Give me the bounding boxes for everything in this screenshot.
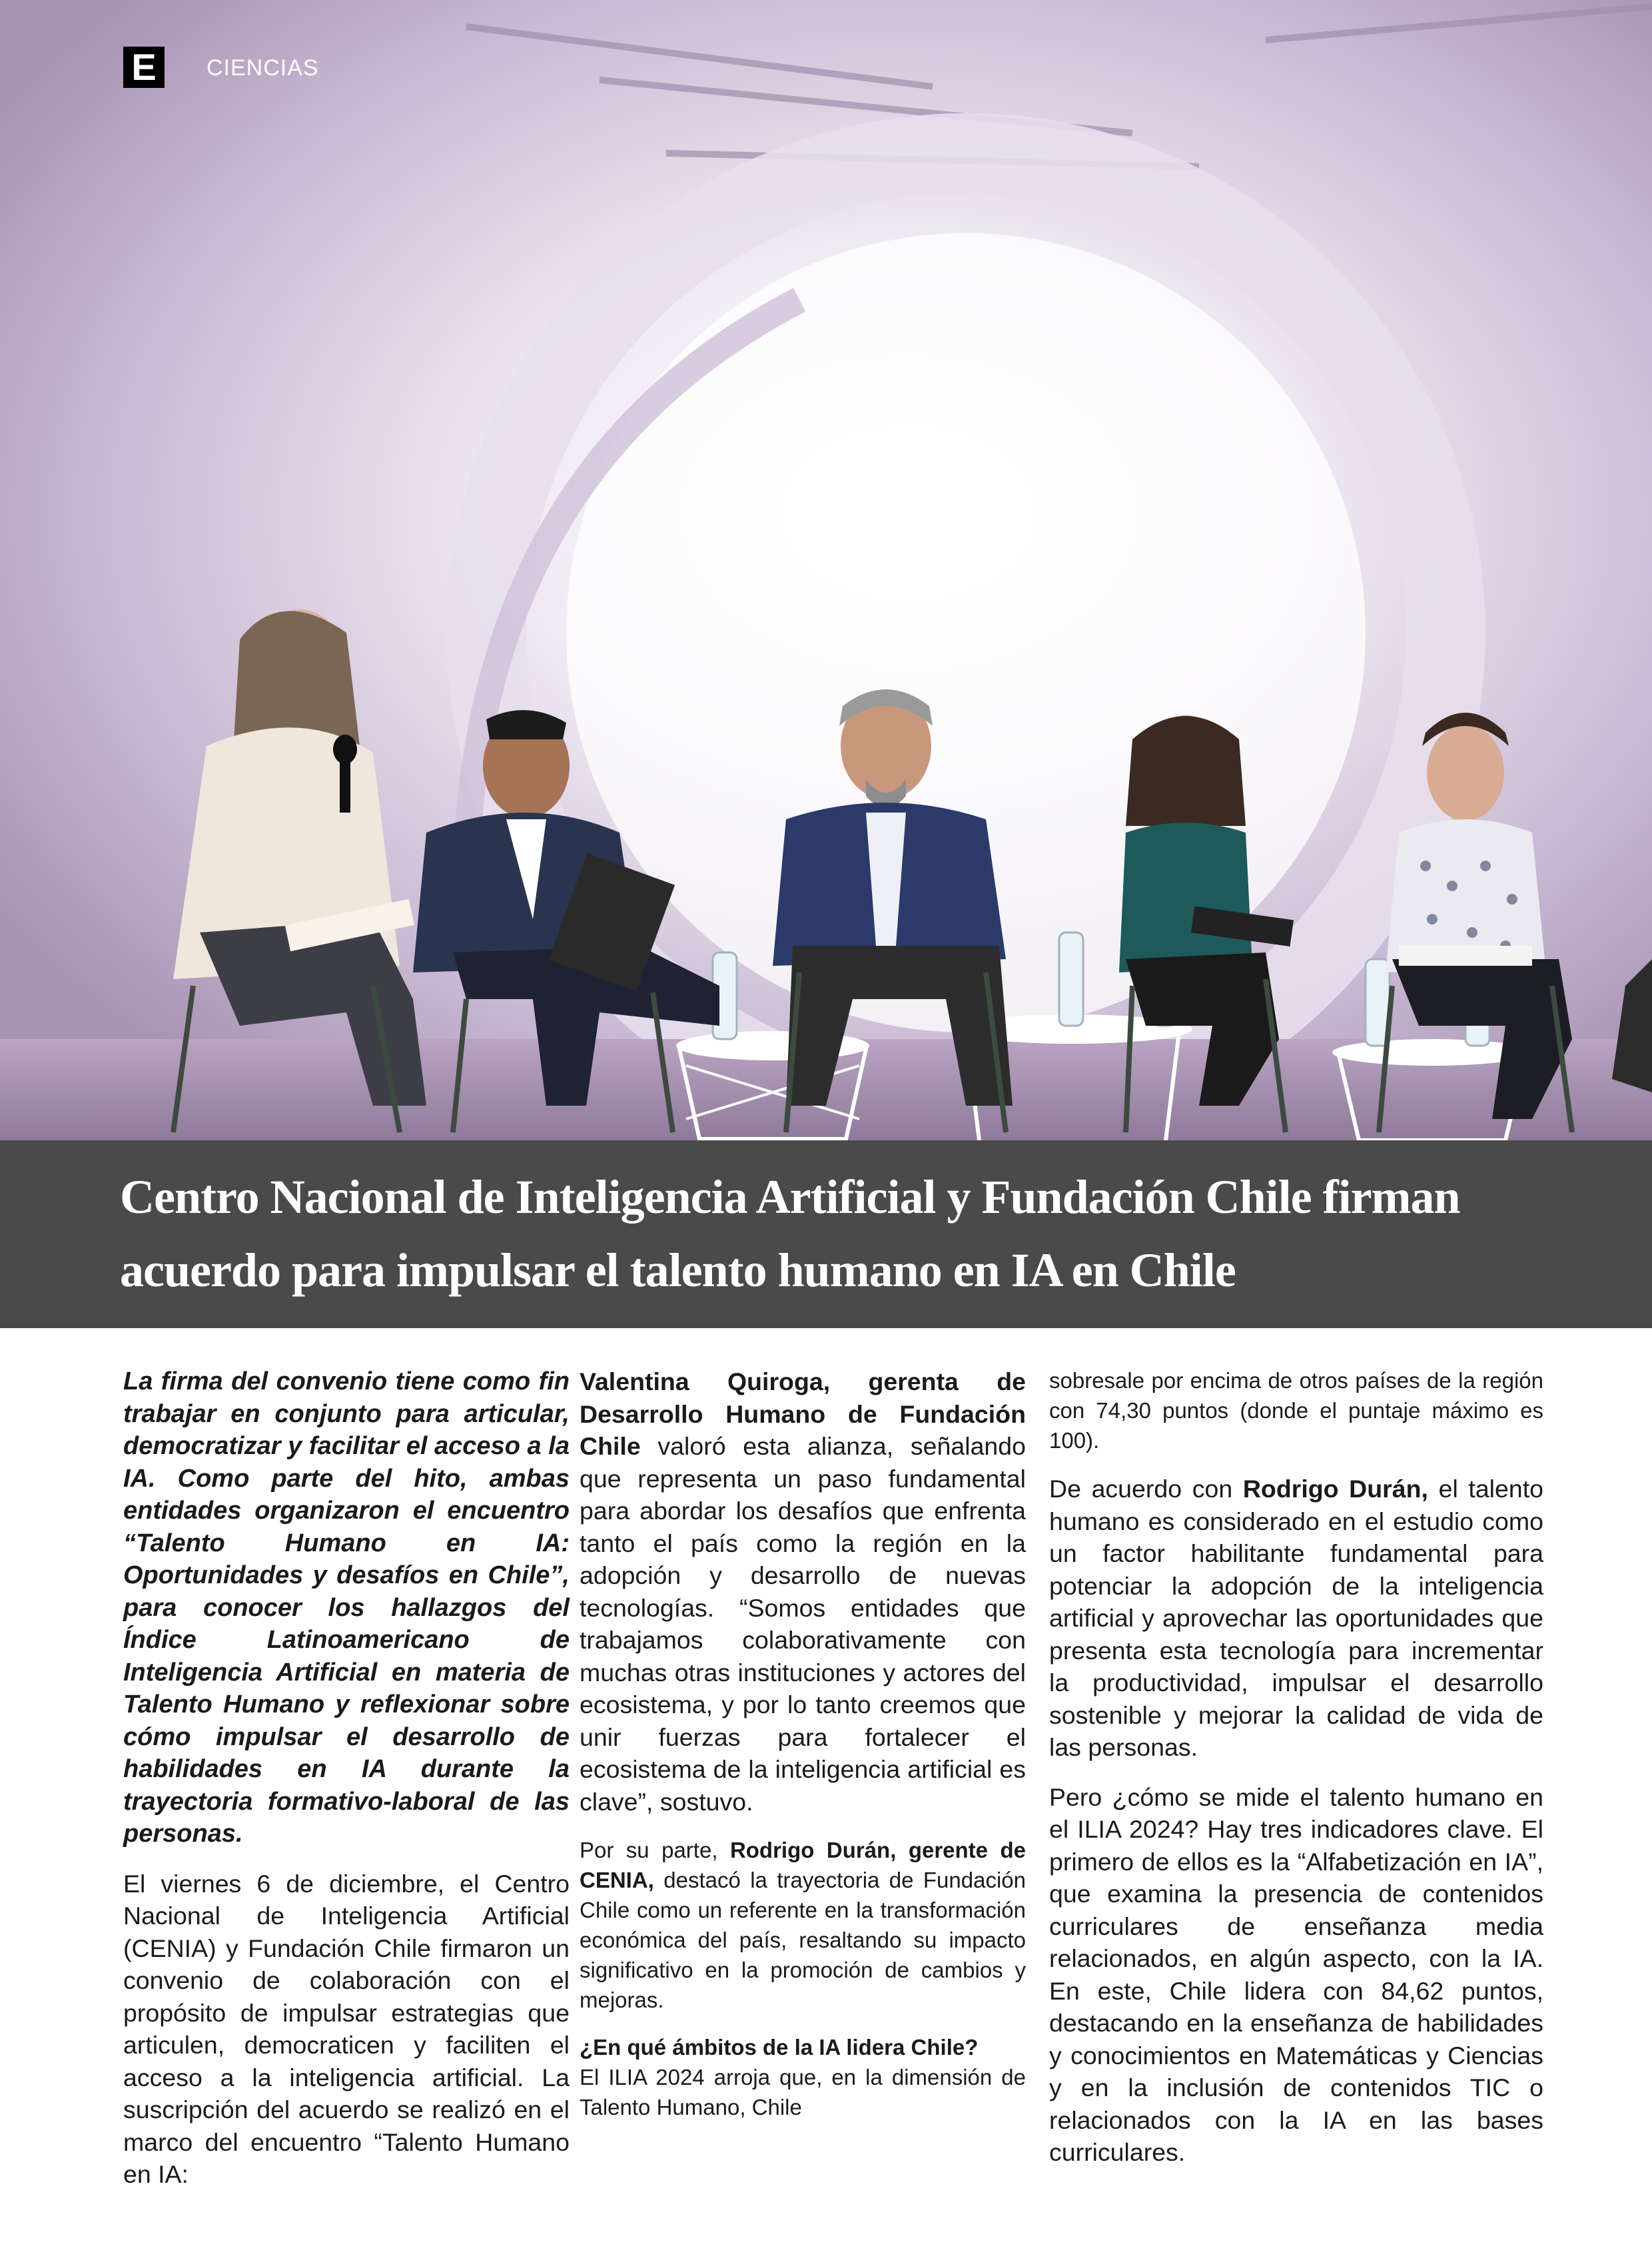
quote-attribution-duran: Rodrigo Durán, gerente de CENIA, <box>580 1838 1026 1892</box>
paragraph-3 <box>580 1835 1026 2015</box>
paragraph-6-intro: De acuerdo con <box>1049 1475 1243 1503</box>
paragraph-2-text: valoró esta alianza, señalando que representa un paso fundamental para abordar los desafíos que enfrenta tanto el país como la región en la adopción y desarrollo de nuevas tecnologías. “Somos entidades que trabajamos colaborativamente con muchas otras instituciones y actores del ecosistema, y por lo tanto creemos que unir fuerzas para fortalecer el ecosistema de la inteligencia artificial es clave”, sostuvo. <box>580 1432 1026 1816</box>
paragraph-2 <box>580 1365 1026 1818</box>
microphone-icon <box>333 735 357 764</box>
paragraph-1: El viernes 6 de diciembre, el Centro Nacional de Inteligencia Artificial (CENIA) y Fundación Chile firmaron un convenio de colaboración con el propósito de impulsar estrategias que articulen, democraticen y faciliten el acceso a la inteligencia artificial. La suscripción del acuerdo se realizó en el marco del encuentro “Talento Humano en IA: <box>123 1869 570 2188</box>
paragraph-7: Pero ¿cómo se mide el talento humano en el ILIA 2024? Hay tres indicadores clave. El primero de ellos es la “Alfabetización en IA”, que examina la presencia de contenidos curriculares de enseñanza media relacionados, en algún aspecto, con la IA. En este, Chile lidera con 84,62 puntos, destacando en la enseñanza de habilidades y conocimientos en Matemáticas y Ciencias y en la inclusión de contenidos TIC o relacionados con la IA en las bases curriculares. <box>1049 1782 1543 2166</box>
quote-attribution-quiroga: Valentina Quiroga, gerenta de Desarrollo Humano de Fundación Chile <box>580 1367 1026 1460</box>
section-label: CIENCIAS <box>206 55 319 81</box>
paragraph-5: sobresale por encima de otros países de la región con 74,30 puntos (donde el puntaje máximo es 100). <box>1049 1368 1543 1453</box>
column-2 <box>580 1365 1026 2139</box>
paragraph-6 <box>1049 1473 1543 1764</box>
paragraph-6-text: el talento humano es considerado en el estudio como un factor habilitante fundamental para potenciar la adopción de la inteligencia artificial y aprovechar las oportunidades que presenta esta tecnología para incrementar la productividad, impulsar el desarrollo sostenible y mejorar la calidad de vida de las personas. <box>1049 1475 1544 1761</box>
magazine-badge: E <box>123 47 165 88</box>
article-lead: La firma del convenio tiene como fin trabajar en conjunto para articular, democratizar y facilitar el acceso a la IA. Como parte del hito, ambas entidades organizaron el encuentro “Talento Humano en IA: Oportunidades y desafíos en Chile”, para conocer los hallazgos del Índice Latinoamericano de Inteligencia Artificial en materia de Talento Humano y reflexionar sobre cómo impulsar el desarrollo de habilidades en IA durante la trayectoria formativo-laboral de las personas. <box>123 1367 570 1848</box>
paragraph-3-text: destacó la trayectoria de Fundación Chile como un referente en la transformación económica del país, resaltando su impacto significativo en la promoción de cambios y mejoras. <box>580 1868 1026 2012</box>
subheading-question: ¿En qué ámbitos de la IA lidera Chile? <box>580 2035 979 2059</box>
paragraph-4: El ILIA 2024 arroja que, en la dimensión de Talento Humano, Chile <box>580 2065 1026 2119</box>
attribution-duran: Rodrigo Durán, <box>1242 1475 1428 1503</box>
article-title: Centro Nacional de Inteligencia Artificial y Fundación Chile firman acuerdo para impulsar el talento humano en IA en Chile <box>120 1170 1460 1297</box>
column-3 <box>1049 1365 1543 2186</box>
paragraph-3-intro: Por su parte, <box>580 1838 730 1862</box>
column-1 <box>123 1365 570 2208</box>
